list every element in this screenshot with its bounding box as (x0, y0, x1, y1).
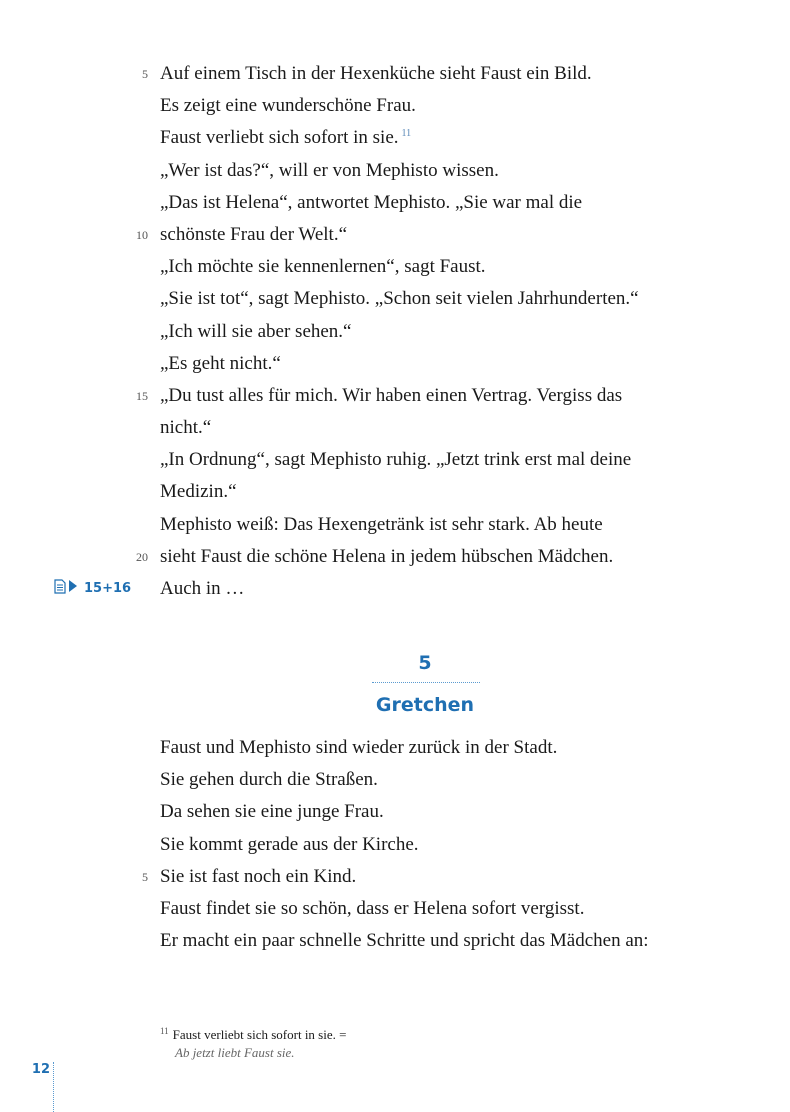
text-line (160, 155, 760, 187)
footnote (160, 1026, 660, 1062)
line-text: Faust und Mephisto sind wieder zurück in der Stadt. (160, 737, 558, 758)
line-text: Sie kommt gerade aus der Kirche. (160, 833, 419, 855)
line-text: nicht.“ (160, 417, 212, 439)
line-number: 10 (136, 227, 148, 242)
line-text: „In Ordnung“, sagt Mephisto ruhig. „Jetzt trink erst mal deine (160, 449, 632, 471)
page-number-divider (53, 1062, 54, 1112)
text-line (160, 187, 760, 219)
text-line (160, 412, 760, 444)
line-text: „Ich will sie aber sehen.“ (160, 320, 352, 342)
line-text: Auf einem Tisch in der Hexenküche sieht Faust ein Bild. (160, 63, 592, 84)
text-line (160, 732, 760, 764)
text-line (136, 541, 760, 573)
text-line (160, 476, 760, 508)
section-1-text (136, 58, 760, 605)
text-line (160, 829, 760, 861)
line-text: „Das ist Helena“, antwortet Mephisto. „Sie war mal die (160, 191, 583, 213)
line-text: Es zeigt eine wunderschöne Frau. (160, 95, 416, 117)
line-text: Faust findet sie so schön, dass er Helena sofort vergisst. (160, 897, 585, 919)
text-line (160, 251, 760, 283)
text-line (136, 380, 760, 412)
chapter-divider (372, 682, 480, 683)
text-line (160, 509, 760, 541)
section-2-text (142, 732, 760, 957)
text-line (160, 348, 760, 380)
line-text: „Ich möchte sie kennenlernen“, sagt Faust. (160, 256, 486, 278)
line-number: 5 (142, 869, 148, 884)
footnote-reference[interactable]: 11 (401, 128, 412, 140)
line-text: „Es geht nicht.“ (160, 352, 281, 374)
text-line (142, 58, 760, 90)
audio-track-reference[interactable] (54, 575, 131, 601)
line-text: Medizin.“ (160, 481, 237, 503)
text-line (160, 893, 760, 925)
audio-track-label: 15+16 (84, 580, 132, 596)
line-text: Faust verliebt sich sofort in sie. (160, 127, 399, 149)
line-text: sieht Faust die schöne Helena in jedem hübschen Mädchen. (160, 545, 614, 567)
text-line (160, 90, 760, 122)
chapter-title: Gretchen (375, 694, 475, 716)
text-line (160, 316, 760, 348)
text-line (136, 219, 760, 251)
text-line (160, 925, 760, 957)
line-text: „Sie ist tot“, sagt Mephisto. „Schon seit vielen Jahrhunderten.“ (160, 288, 639, 310)
page-number: 12 (31, 1062, 50, 1077)
text-line (160, 573, 760, 605)
text-line (160, 796, 760, 828)
chapter-number: 5 (418, 652, 432, 674)
text-line (160, 444, 760, 476)
line-text: schönste Frau der Welt.“ (160, 223, 348, 245)
line-text: Sie ist fast noch ein Kind. (160, 865, 357, 887)
line-number: 20 (136, 549, 148, 564)
document-icon (54, 579, 66, 598)
text-line (160, 764, 760, 796)
text-line (142, 861, 760, 893)
line-text: Sie gehen durch die Straßen. (160, 769, 378, 791)
play-icon (69, 580, 77, 596)
text-line (160, 283, 760, 315)
footnote-text: Faust verliebt sich sofort in sie. = (172, 1027, 347, 1042)
line-text: „Du tust alles für mich. Wir haben einen Vertrag. Vergiss das (160, 384, 623, 406)
line-text: Auch in … (160, 578, 245, 599)
line-text: Mephisto weiß: Das Hexengetränk ist sehr stark. Ab heute (160, 513, 603, 535)
line-text: Da sehen sie eine junge Frau. (160, 801, 384, 823)
footnote-explanation: Ab jetzt liebt Faust sie. (175, 1045, 295, 1060)
line-number: 5 (142, 67, 148, 81)
footnote-number: 11 (160, 1025, 169, 1036)
line-text: „Wer ist das?“, will er von Mephisto wissen. (160, 159, 499, 181)
line-text: Er macht ein paar schnelle Schritte und spricht das Mädchen an: (160, 930, 649, 952)
line-number: 15 (136, 388, 148, 403)
text-line (160, 122, 760, 154)
